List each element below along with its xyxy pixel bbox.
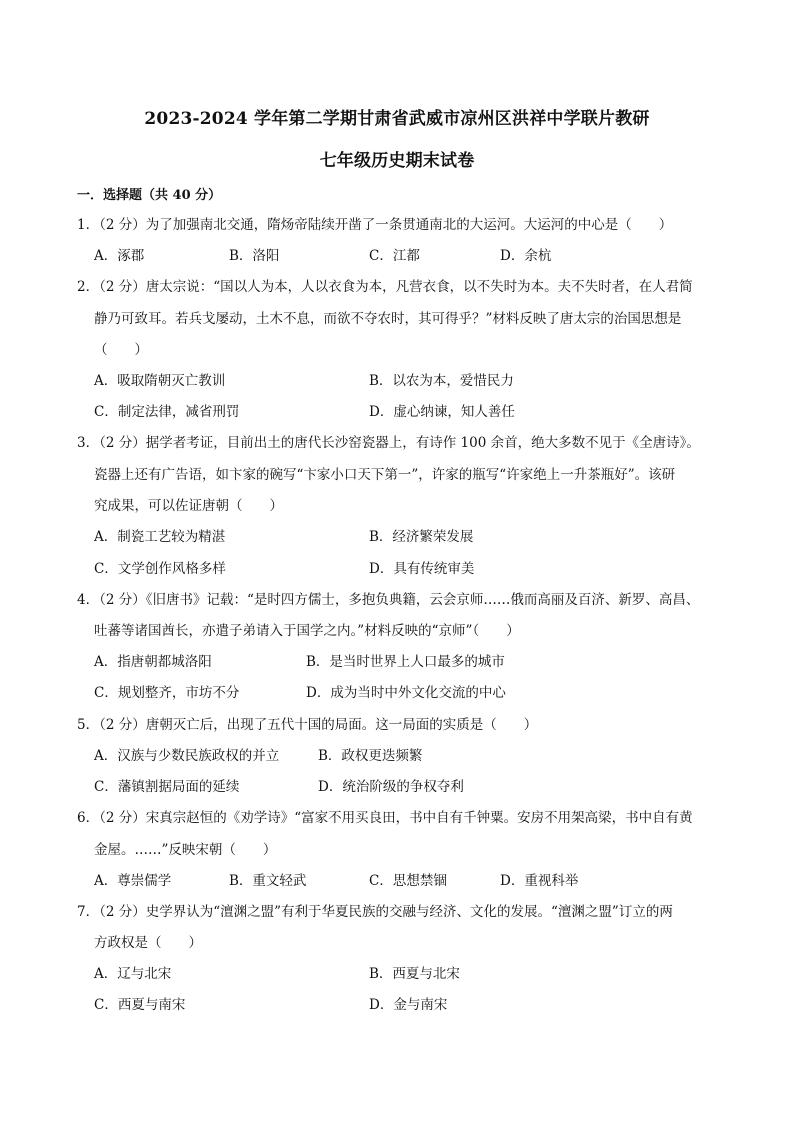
question-3-stem-line3: 究成果，可以佐证唐朝（ ） xyxy=(94,498,283,514)
question-3-option-d: D．具有传统审美 xyxy=(369,561,475,577)
question-2-option-d: D．虚心纳谏，知人善任 xyxy=(369,404,515,420)
question-4-option-d: D．成为当时中外文化交流的中心 xyxy=(306,685,506,701)
question-4-option-b: B．是当时世界上人口最多的城市 xyxy=(306,654,505,670)
question-6-stem-line2: 金屋。……”反映宋朝（ ） xyxy=(94,842,277,858)
question-3-option-a: A．制瓷工艺较为精湛 xyxy=(94,529,226,545)
question-7-option-b: B．西夏与北宋 xyxy=(369,966,460,982)
question-5-option-d: D．统治阶级的争权夺利 xyxy=(318,779,464,795)
question-5-option-a: A．汉族与少数民族政权的并立 xyxy=(94,748,280,764)
question-6-stem-line1: 6．（2 分）宋真宗赵恒的《劝学诗》“富家不用买良田，书中自有千钟粟。安房不用架高梁，书中自有黄 xyxy=(77,810,693,826)
question-2-stem-line3: （ ） xyxy=(94,342,148,358)
question-5-option-c: C．藩镇割据局面的延续 xyxy=(94,779,240,795)
question-3-stem-line2: 瓷器上还有广告语，如卞家的碗写“卞家小口天下第一”，许家的瓶写“许家绝上一升茶瓶好”。该研 xyxy=(94,467,676,483)
question-6-option-a: A．尊崇儒学 xyxy=(94,873,172,889)
question-2-option-b: B．以农为本，爱惜民力 xyxy=(369,373,514,389)
question-1-stem: 1．（2 分）为了加强南北交通，隋炀帝陆续开凿了一条贯通南北的大运河。大运河的中心是（ ） xyxy=(77,217,673,233)
exam-title-line2: 七年级历史期末试卷 xyxy=(319,151,475,171)
question-5-stem: 5．（2 分）唐朝灭亡后，出现了五代十国的局面。这一局面的实质是（ ） xyxy=(77,717,538,733)
question-1-option-d: D．余杭 xyxy=(500,248,552,264)
question-7-stem-line1: 7．（2 分）史学界认为“澶渊之盟”有利于华夏民族的交融与经济、文化的发展。“澶渊之盟”订立的两 xyxy=(77,904,673,920)
question-6-option-c: C．思想禁锢 xyxy=(369,873,447,889)
question-7-option-c: C．西夏与南宋 xyxy=(94,997,186,1013)
question-7-stem-line2: 方政权是（ ） xyxy=(94,935,202,951)
section-title: 一．选择题（共 40 分） xyxy=(77,188,222,203)
question-4-option-a: A．指唐朝都城洛阳 xyxy=(94,654,212,670)
question-5-option-b: B．政权更迭频繁 xyxy=(318,748,423,764)
exam-title-line1: 2023-2024 学年第二学期甘肃省武威市凉州区洪祥中学联片教研 xyxy=(144,109,650,129)
question-1-option-a: A．涿郡 xyxy=(94,248,145,264)
question-3-option-c: C．文学创作风格多样 xyxy=(94,561,226,577)
question-4-stem-line1: 4．（2 分）《旧唐书》记载：“是时四方儒士，多抱负典籍，云会京师……俄而高丽及百济、新罗、高昌、 xyxy=(77,592,700,608)
question-6-option-d: D．重视科举 xyxy=(500,873,579,889)
question-2-stem-line2: 静乃可致耳。若兵戈屡动，土木不息，而欲不夺农时，其可得乎？”材料反映了唐太宗的治国思想是 xyxy=(94,311,682,327)
question-6-option-b: B．重文轻武 xyxy=(229,873,307,889)
question-2-option-a: A．吸取隋朝灭亡教训 xyxy=(94,373,226,389)
question-4-option-c: C．规划整齐，市坊不分 xyxy=(94,685,240,701)
question-1-option-c: C．江都 xyxy=(369,248,420,264)
question-2-option-c: C．制定法律，减省刑罚 xyxy=(94,404,240,420)
question-2-stem-line1: 2．（2 分）唐太宗说：“国以人为本，人以衣食为本，凡营衣食，以不失时为本。夫不失时者，在人君简 xyxy=(77,279,693,295)
question-3-stem-line1: 3．（2 分）据学者考证，目前出土的唐代长沙窑瓷器上，有诗作 100 余首，绝大多数不见于《全唐诗》。 xyxy=(77,435,700,451)
question-3-option-b: B．经济繁荣发展 xyxy=(369,529,474,545)
question-7-option-d: D．金与南宋 xyxy=(369,997,448,1013)
question-4-stem-line2: 吐蕃等诸国酋长，亦遣子弟请入于国学之内。”材料反映的“京师”（ ） xyxy=(94,623,520,639)
question-1-option-b: B．洛阳 xyxy=(229,248,280,264)
question-7-option-a: A．辽与北宋 xyxy=(94,966,172,982)
